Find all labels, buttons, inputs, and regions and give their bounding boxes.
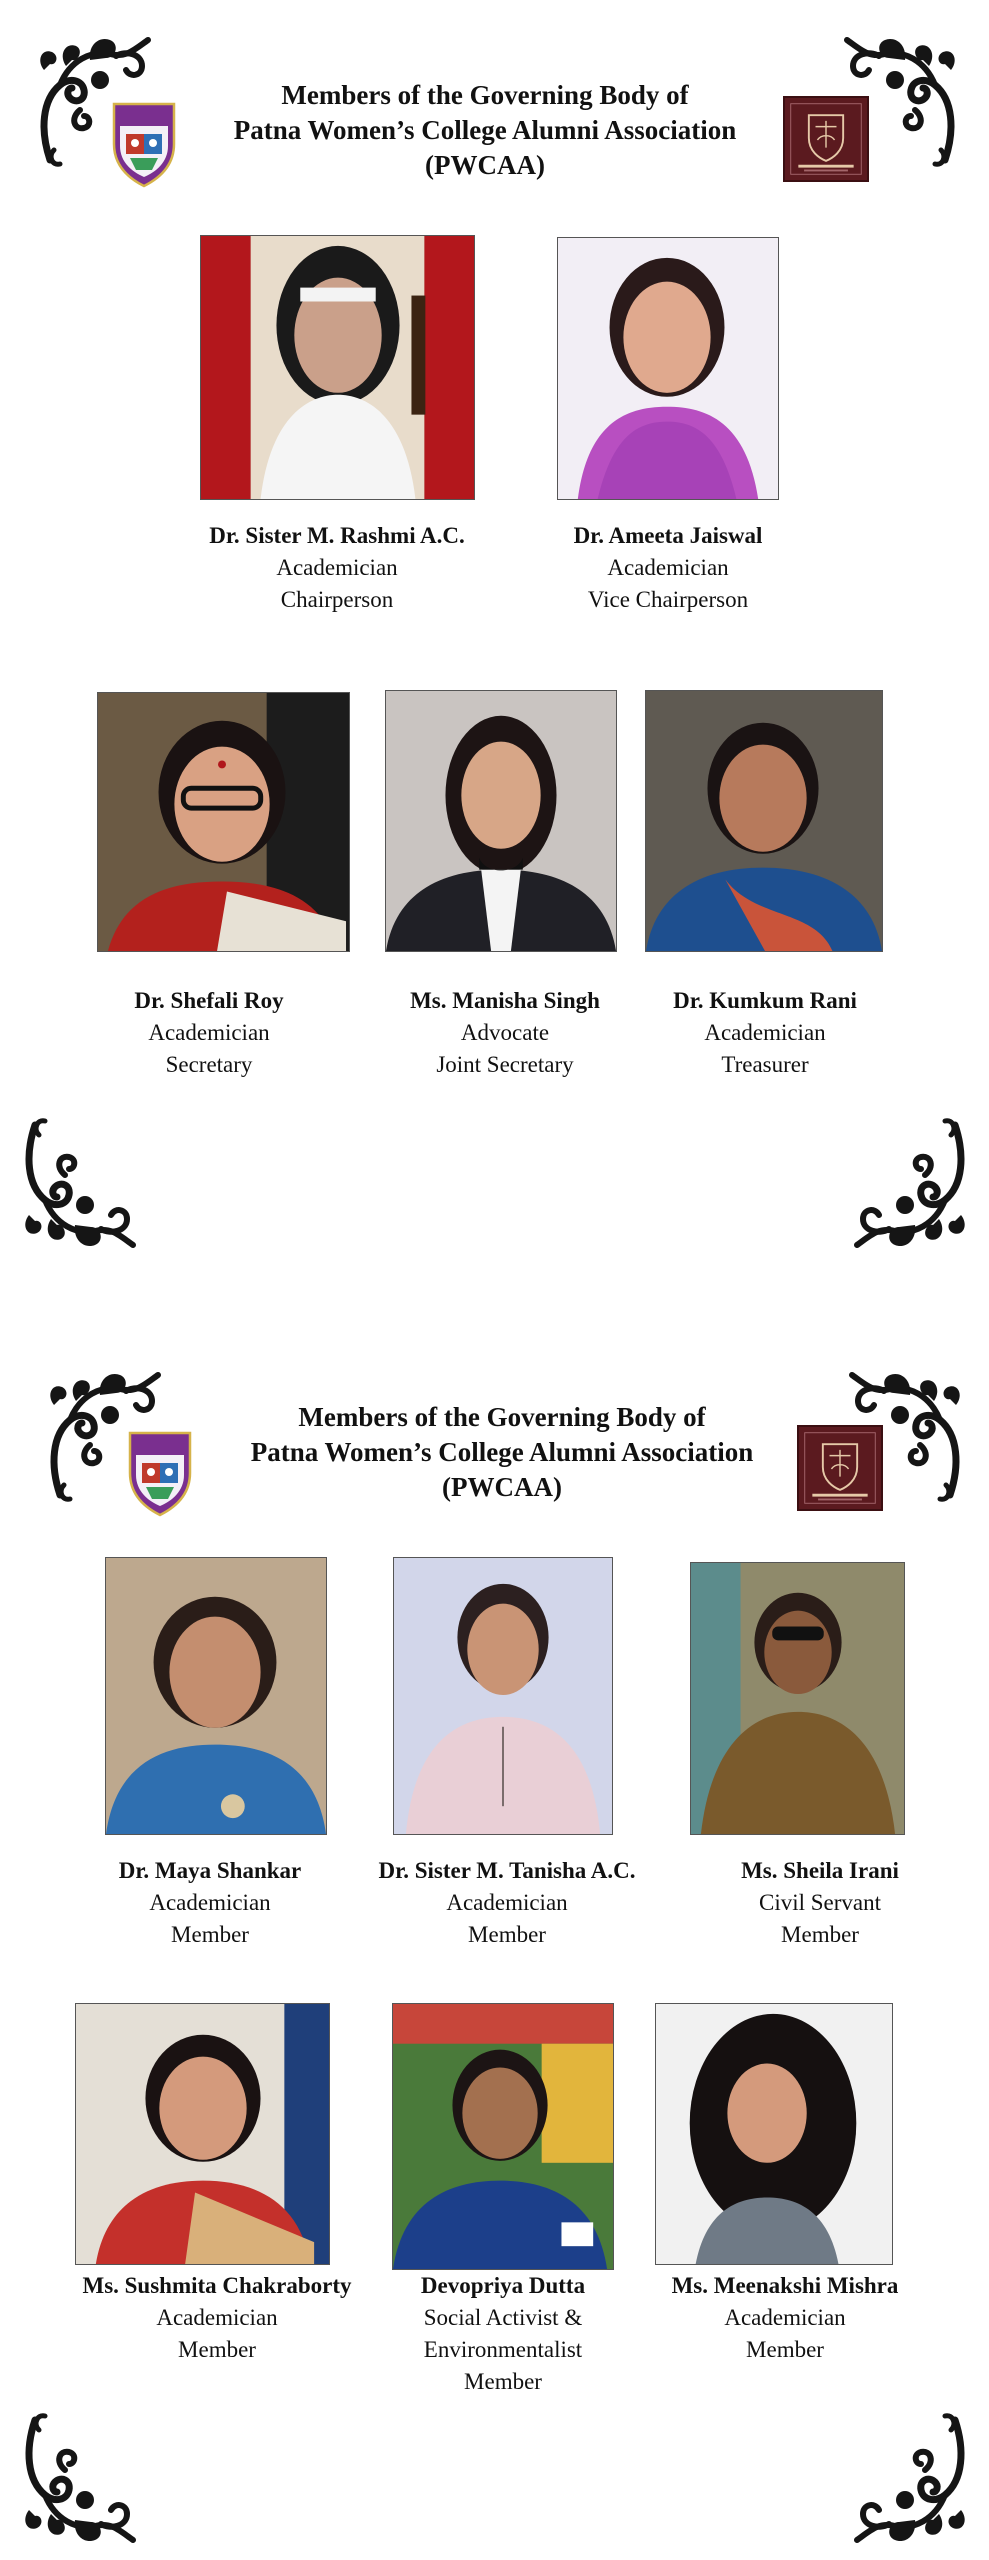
- member-photo: [97, 692, 350, 952]
- member-name: Dr. Kumkum Rani: [673, 988, 857, 1013]
- member-profession: Academician: [149, 1890, 271, 1915]
- member-photo: [655, 2003, 893, 2265]
- page-title: [195, 78, 775, 183]
- member-profession: Academician: [724, 2305, 846, 2330]
- member-photo: [690, 1562, 905, 1835]
- alumni-association-logo: [783, 96, 869, 182]
- member-profession: Social Activist &: [423, 2305, 583, 2330]
- title-line-3: (PWCAA): [425, 150, 545, 180]
- member-card: [74, 985, 344, 1081]
- member-role: Secretary: [165, 1052, 253, 1077]
- member-role: Chairperson: [280, 587, 394, 612]
- corner-ornament-bottom-right: [835, 2410, 975, 2550]
- member-card: [518, 520, 818, 616]
- member-profession: Academician: [704, 1020, 826, 1045]
- corner-ornament-bottom-right: [835, 1115, 975, 1255]
- member-profession: Advocate: [460, 1020, 550, 1045]
- member-name: Ms. Manisha Singh: [410, 988, 600, 1013]
- member-card: [370, 985, 640, 1081]
- member-profession: Academician: [148, 1020, 270, 1045]
- member-name: Ms. Sushmita Chakraborty: [82, 2273, 352, 2298]
- member-photo: [200, 235, 475, 500]
- member-role: Member: [171, 1922, 249, 1947]
- member-card: [187, 520, 487, 616]
- member-card: [70, 1855, 350, 1951]
- title-line-1: Members of the Governing Body of: [281, 80, 689, 110]
- member-name: Dr. Shefali Roy: [134, 988, 284, 1013]
- title-line-2: Patna Women’s College Alumni Association: [233, 115, 737, 145]
- member-name: Dr. Sister M. Rashmi A.C.: [209, 523, 465, 548]
- member-profession: Academician: [607, 555, 729, 580]
- member-role: Vice Chairperson: [587, 587, 749, 612]
- member-profession: Academician: [156, 2305, 278, 2330]
- member-photo: [385, 690, 617, 952]
- member-photo: [392, 2003, 614, 2270]
- member-card: [635, 2270, 935, 2366]
- member-name: Dr. Sister M. Tanisha A.C.: [378, 1858, 636, 1883]
- title-line-3: (PWCAA): [442, 1472, 562, 1502]
- title-line-2: Patna Women’s College Alumni Association: [250, 1437, 754, 1467]
- member-card: [347, 1855, 667, 1951]
- member-profession: Academician: [446, 1890, 568, 1915]
- member-role: Member: [178, 2337, 256, 2362]
- member-card: [630, 985, 900, 1081]
- member-role: Member: [781, 1922, 859, 1947]
- member-card: [52, 2270, 382, 2366]
- member-photo: [393, 1557, 613, 1835]
- patna-womens-college-logo: [106, 96, 182, 188]
- page-title: [212, 1400, 792, 1505]
- title-line-1: Members of the Governing Body of: [298, 1402, 706, 1432]
- member-name: Ms. Meenakshi Mishra: [671, 2273, 899, 2298]
- member-name: Dr. Ameeta Jaiswal: [573, 523, 763, 548]
- member-role: Member: [746, 2337, 824, 2362]
- member-role: Member: [464, 2369, 542, 2394]
- corner-ornament-bottom-left: [15, 1115, 155, 1255]
- member-role: Member: [468, 1922, 546, 1947]
- corner-ornament-bottom-left: [15, 2410, 155, 2550]
- member-card: [680, 1855, 960, 1951]
- patna-womens-college-logo: [122, 1425, 198, 1517]
- member-profession-2: Environmentalist: [423, 2337, 583, 2362]
- member-profession: Civil Servant: [758, 1890, 882, 1915]
- member-photo: [557, 237, 779, 500]
- member-name: Dr. Maya Shankar: [118, 1858, 302, 1883]
- member-card: [373, 2270, 633, 2398]
- member-profession: Academician: [276, 555, 398, 580]
- member-photo: [75, 2003, 330, 2265]
- member-role: Joint Secretary: [436, 1052, 574, 1077]
- member-photo: [105, 1557, 327, 1835]
- member-name: Ms. Sheila Irani: [741, 1858, 899, 1883]
- member-photo: [645, 690, 883, 952]
- alumni-association-logo: [797, 1425, 883, 1511]
- member-name: Devopriya Dutta: [420, 2273, 586, 2298]
- member-role: Treasurer: [721, 1052, 809, 1077]
